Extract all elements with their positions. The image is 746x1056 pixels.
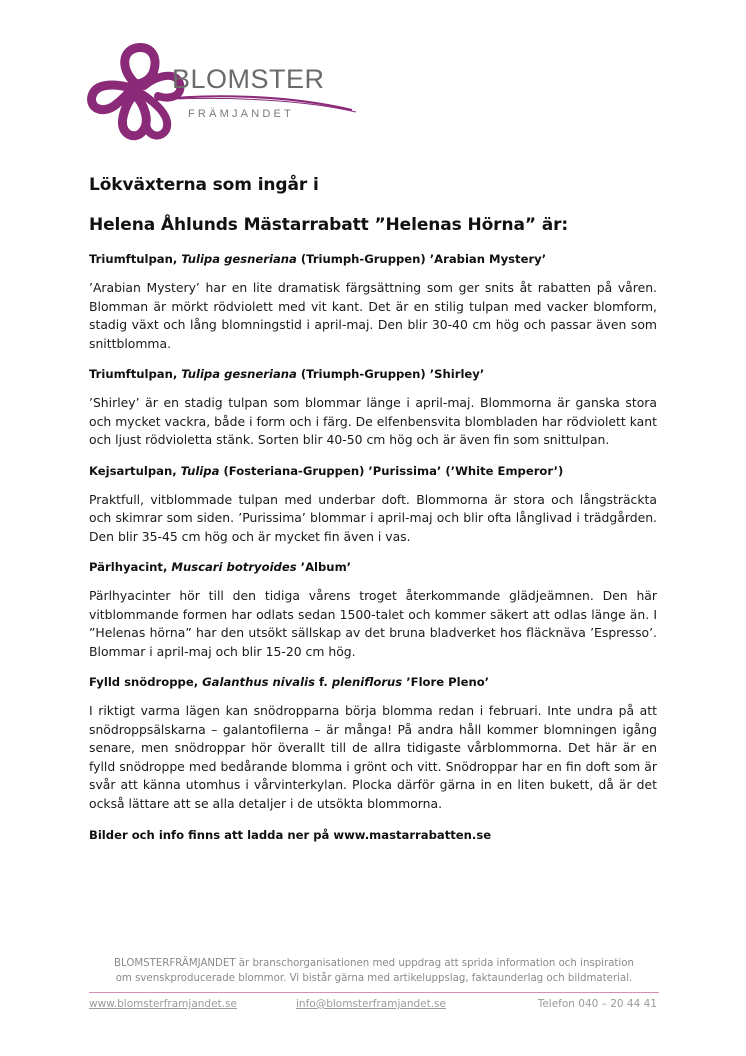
section-text: Pärlhyacinter hör till den tidiga vårens troget återkommande glädjeämnen. Den här vitblommande formen har odlats sedan 1500-talet och kommer säkert att odlas länge än. I ”Helenas hörna” har den utsökt sällskap av det bruna bladverket hos fläcknäva ’Espresso’. Blommar i april-maj och blir 15-20 cm hög. xyxy=(89,588,657,659)
footer-line-1: BLOMSTERFRÄMJANDET är branschorganisationen med uppdrag att sprida information och inspiration xyxy=(114,958,634,969)
footer-divider xyxy=(89,992,659,993)
section-text: ’Shirley’ är en stadig tulpan som blommar länge i april-maj. Blommorna är ganska stora och mycket vackra, både i form och i färg. De elfenbensvita blombladen har rödviolett kant och ljust rödvioletta stänk. Sorten blir 40-50 cm hög och är även fin som snittulpan. xyxy=(89,395,657,447)
phone-number: Telefon 040 – 20 44 41 xyxy=(537,998,657,1010)
section-title: Triumftulpan, Tulipa gesneriana (Triumph-Gruppen) ’Shirley’ xyxy=(89,367,485,381)
section-title: Fylld snödroppe, Galanthus nivalis f. pleniflorus ’Flore Pleno’ xyxy=(89,675,490,689)
heading-line-2: Helena Åhlunds Mästarrabatt ”Helenas Hörna” är: xyxy=(89,215,569,235)
website-link[interactable]: www.blomsterframjandet.se xyxy=(89,998,237,1010)
blomsterframjandet-logo xyxy=(84,42,364,142)
section-title: Pärlhyacint, Muscari botryoides ’Album’ xyxy=(89,560,352,574)
section-title: Kejsartulpan, Tulipa (Fosteriana-Gruppen) ’Purissima’ (’White Emperor’) xyxy=(89,463,564,478)
footer-line-2: om svenskproducerade blommor. Vi bistår gärna med artikeluppslag, faktaunderlag och bildmaterial. xyxy=(115,973,633,984)
logo-sub-text: FRÄMJANDET xyxy=(188,108,294,120)
section-text: Praktfull, vitblommade tulpan med underbar doft. Blommorna är stora och långsträckta och skimrar som siden. ’Purissima’ blommar i april-maj och blir ofta långlivad i trädgården. Den blir 35-45 cm hög och är mycket fin även i vas. xyxy=(89,491,657,544)
logo-brand-text: BLOMSTER xyxy=(172,64,325,94)
section-title: Triumftulpan, Tulipa gesneriana (Triumph-Gruppen) ’Arabian Mystery’ xyxy=(89,252,547,266)
section-text: I riktigt varma lägen kan snödropparna börja blomma redan i februari. Inte undra på att snödroppsälskarna – galantofilerna – är många! På andra håll kommer blomningen igång senare, men snödroppar hör överallt till de allra tidigaste vårblommorna. Det här är en fylld snödroppe med bedårande blomma i grönt och vitt. Snödroppar har en fin doft som är svår att känna utomhus i vårvinterkylan. Plocka därför gärna in en liten bukett, då är det också lättare att se alla detaljer i de utsökta blommorna. xyxy=(89,703,657,811)
document-body xyxy=(89,174,657,843)
heading-line-1: Lökväxterna som ingår i xyxy=(89,175,319,195)
footer-description xyxy=(89,956,659,986)
download-note: Bilder och info finns att ladda ner på www.mastarrabatten.se xyxy=(89,828,492,842)
email-link[interactable]: info@blomsterframjandet.se xyxy=(296,998,446,1010)
section-text: ’Arabian Mystery’ har en lite dramatisk färgsättning som ger snits åt rabatten på våren. Blomman är mörkt rödviolett med vit kant. Det är en stilig tulpan med vacker blomform, stadig växt och lång blomningstid i april-maj. Den blir 30-40 cm hög och passar även som snittblomma. xyxy=(89,280,657,351)
